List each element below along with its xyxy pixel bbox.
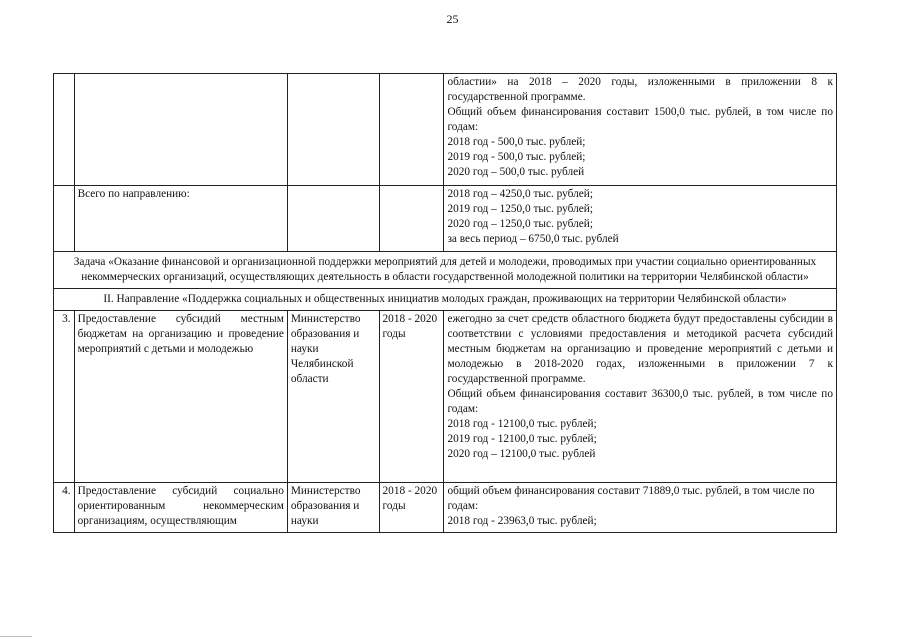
result-line: ежегодно за счет средств областного бюджета будут предоставлены субсидии в соответствии с условиями предоставления и методикой расчета субсидий местным бюджетам на организацию и проведение мероприятий с детьми и молодежью в 2018-2020 годах, изложенными в приложении 7 к государственной программе.	[447, 313, 833, 385]
result-line: 2019 год - 12100,0 тыс. рублей;	[447, 433, 597, 445]
row-number: 4.	[54, 483, 75, 533]
table-row-direction	[54, 289, 837, 311]
term: 2018 - 2020 годы	[379, 311, 444, 483]
table-row-total	[54, 186, 837, 252]
cell-term	[379, 186, 444, 252]
task-heading: Задача «Оказание финансовой и организационной поддержки мероприятий для детей и молодежи, проводимых при участии социально ориентированных некоммерческих организаций, осуществляющих деятельность в области государственной молодежной политики на территории Челябинской области»	[54, 252, 837, 289]
table-row-continuation	[54, 74, 837, 186]
cell-result	[444, 483, 837, 533]
result-line: Общий объем финансирования составит 36300,0 тыс. рублей, в том числе по годам:	[447, 388, 833, 415]
result-line: общий объем финансирования составит 71889,0 тыс. рублей, в том числе по годам:	[447, 485, 815, 512]
result-line: 2019 год - 500,0 тыс. рублей;	[447, 151, 586, 163]
table-row	[54, 483, 837, 533]
row-number: 3.	[54, 311, 75, 483]
result-line: Общий объем финансирования составит 1500,0 тыс. рублей, в том числе по годам:	[447, 106, 833, 133]
cell-executor	[287, 186, 379, 252]
result-line: 2018 год - 23963,0 тыс. рублей;	[447, 515, 597, 527]
page-number: 25	[446, 12, 459, 26]
cell-number	[54, 186, 75, 252]
result-line: 2020 год – 500,0 тыс. рублей	[447, 166, 585, 178]
term: 2018 - 2020 годы	[379, 483, 444, 533]
total-label: Всего по направлению:	[74, 186, 287, 252]
cell-result	[444, 186, 837, 252]
activity-name: Предоставление субсидий социально ориентированным некоммерческим организациям, осуществляющим	[74, 483, 287, 533]
result-line: областии» на 2018 – 2020 годы, изложенными в приложении 8 к государственной программе.	[447, 76, 833, 103]
table-row-task	[54, 252, 837, 289]
cell-executor	[287, 74, 379, 186]
result-line: 2020 год – 12100,0 тыс. рублей	[447, 448, 596, 460]
cell-number	[54, 74, 75, 186]
result-line: 2018 год – 4250,0 тыс. рублей;	[447, 188, 593, 200]
direction-heading: II. Направление «Поддержка социальных и общественных инициатив молодых граждан, проживающих на территории Челябинской области»	[54, 289, 837, 311]
executor: Министерство образования и науки Челябинской области	[287, 311, 379, 483]
program-table	[53, 73, 837, 533]
result-line: 2020 год – 1250,0 тыс. рублей;	[447, 218, 593, 230]
cell-result	[444, 74, 837, 186]
result-line: за весь период – 6750,0 тыс. рублей	[447, 233, 619, 245]
cell-name	[74, 74, 287, 186]
cell-result	[444, 311, 837, 483]
executor: Министерство образования и науки	[287, 483, 379, 533]
table-row	[54, 311, 837, 483]
activity-name: Предоставление субсидий местным бюджетам на организацию и проведение мероприятий с детьми и молодежью	[74, 311, 287, 483]
result-line: 2018 год - 12100,0 тыс. рублей;	[447, 418, 597, 430]
cell-term	[379, 74, 444, 186]
result-line: 2018 год - 500,0 тыс. рублей;	[447, 136, 586, 148]
scan-margin-mark	[0, 636, 32, 637]
result-line: 2019 год – 1250,0 тыс. рублей;	[447, 203, 593, 215]
